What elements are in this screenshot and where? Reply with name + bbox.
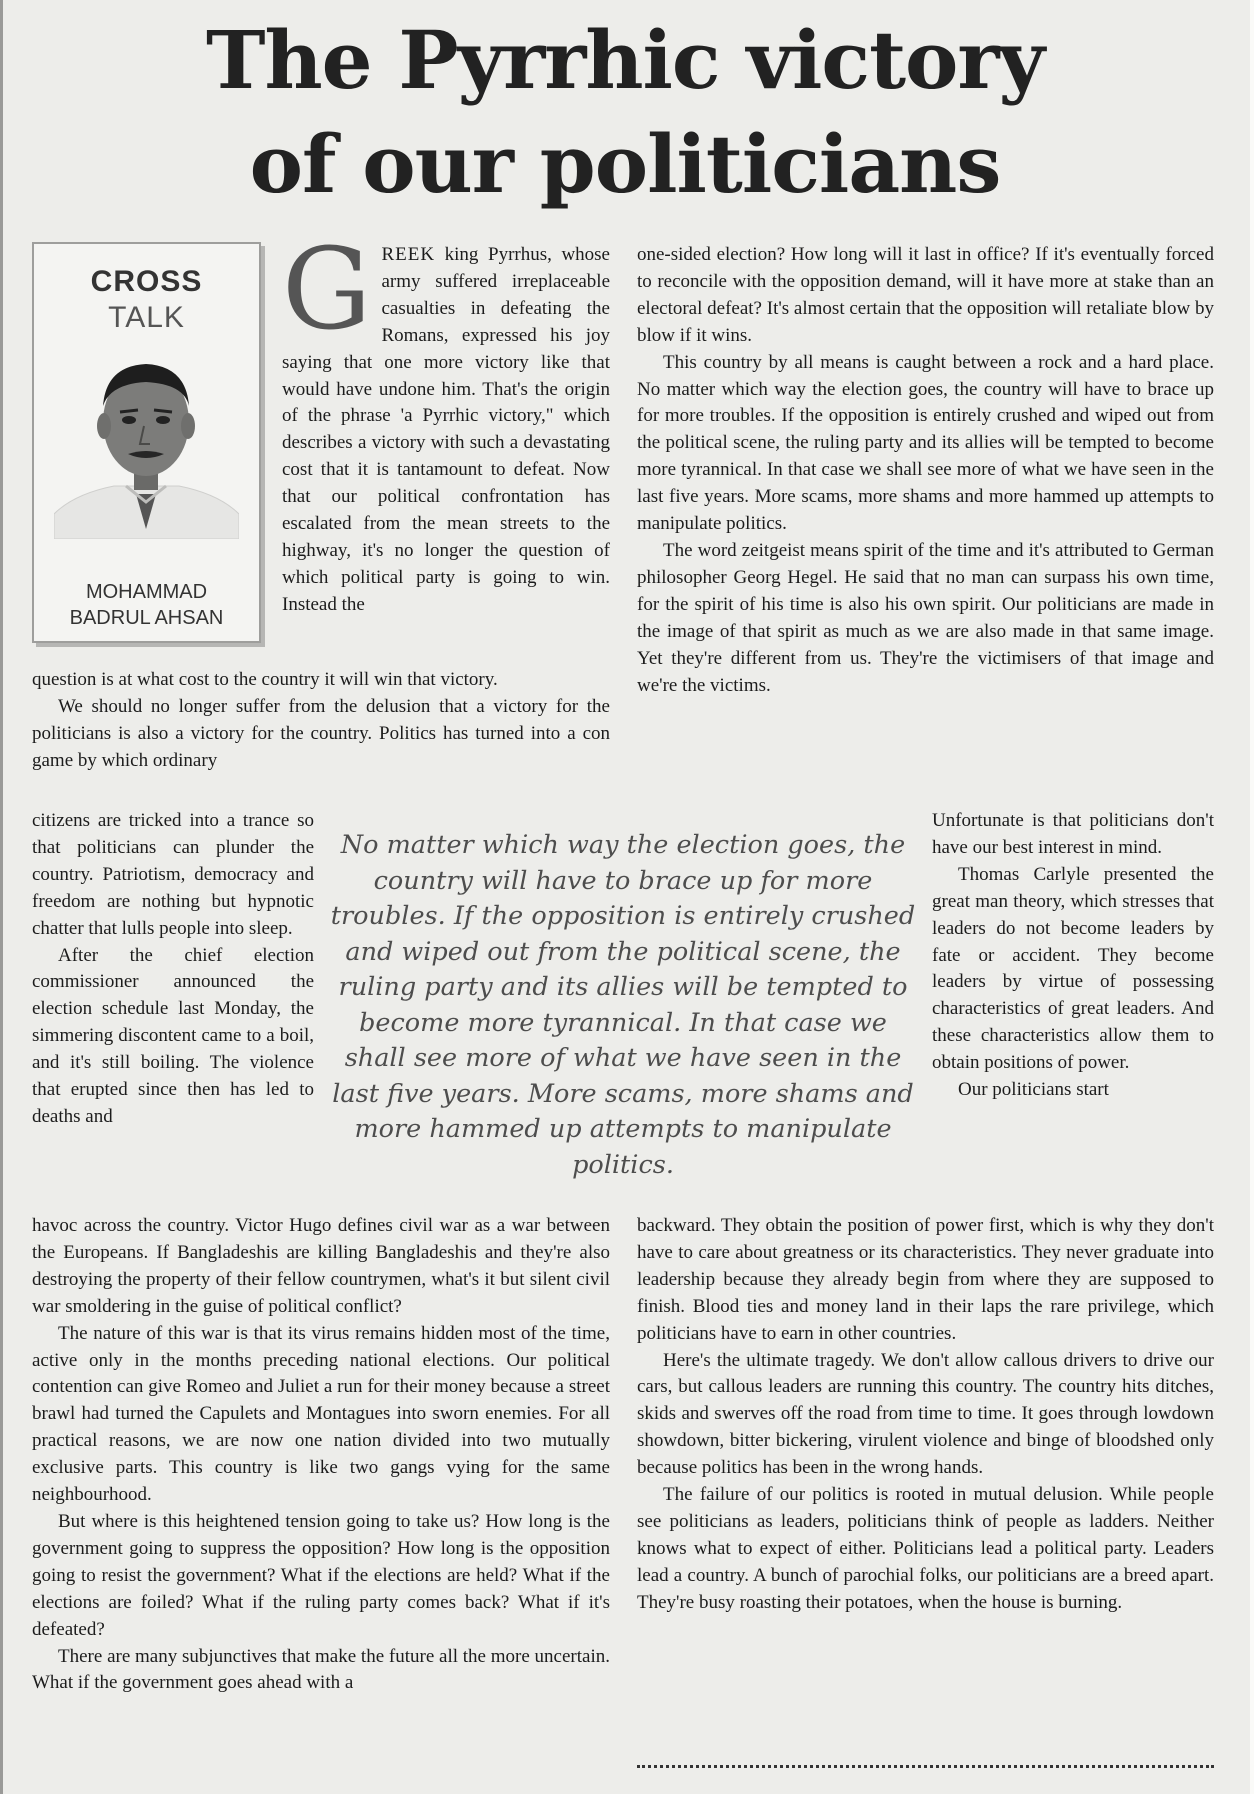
article-column-right-bottom: [637, 1213, 1214, 1753]
dropcap-letter: G: [282, 242, 372, 355]
paragraph: Here's the ultimate tragedy. We don't allow callous drivers to drive our cars, but callous leaders are running this country. The country hits ditches, skids and swerves off the road from time to time. It goes through lowdown showdown, bitter bickering, virulent violence and binge of bloodshed only because politics has been in the wrong hands.: [637, 1349, 1214, 1479]
author-name: [34, 579, 259, 631]
opening-paragraph: [282, 242, 610, 619]
page-edge-right: [1250, 0, 1254, 1794]
column-kicker: [34, 264, 259, 336]
paragraph: We should no longer suffer from the delusion that a victory for the politicians is also a victory for the country. Politics has turned into a con game by which ordinary: [32, 695, 610, 771]
author-name-line-1: MOHAMMAD: [85, 581, 208, 603]
paragraph: Our politicians start: [958, 1079, 1109, 1101]
paragraph: backward. They obtain the position of power first, which is why they don't have to care about greatness or its characteristics. They never graduate into leadership because they already begin from where they are supposed to finish. Blood ties and money land in their laps the rare privilege, which politicians have to earn in other countries.: [637, 1215, 1214, 1344]
paragraph: Thomas Carlyle presented the great man theory, which stresses that leaders do not become leaders by fate or accident. They become leaders by virtue of possessing characteristics of great leaders. And these characteristics allow them to obtain positions of power.: [932, 863, 1214, 1074]
opening-smallcaps: REEK: [381, 244, 436, 265]
byline-box: [32, 242, 261, 643]
paragraph: citizens are tricked into a trance so that politicians can plunder the country. Patriotism, democracy and freedom are nothing but hypnotic chatter that lulls people into sleep.: [32, 810, 314, 939]
pull-quote: No matter which way the election goes, the country will have to brace up for more troubles. If the opposition is entirely crushed and wiped out from the political scene, the ruling party and its allies will be tempted to become more tyrannical. In that case we shall see more of what we have seen in the last five years. More scams, more shams and more hammed up attempts to manipulate politics.: [330, 830, 916, 1180]
headline-line-2: of our politicians: [249, 117, 1001, 211]
paragraph: After the chief election commissioner announced the election schedule last Monday, the simmering discontent came to a boil, and it's still boiling. The violence that erupted since then has led to deaths and: [32, 944, 314, 1127]
author-portrait-image: [54, 344, 239, 539]
paragraph: This country by all means is caught between a rock and a hard place. No matter which way the election goes, the country will have to brace up for more troubles. If the opposition is entirely crushed and wiped out from the political scene, the ruling party and its allies will be tempted to become more tyrannical. In that case we shall see more of what we have seen in the last five years. More scams, more shams and more hammed up attempts to manipulate politics.: [637, 351, 1214, 535]
headline: [40, 8, 1210, 216]
paragraph: The failure of our politics is rooted in mutual delusion. While people see politicians as leaders, politicians think of people as ladders. Neither knows what to expect of either. Politicians lead a political party. Leaders lead a country. A bunch of parochial folks, our politicians are a breed apart. They're busy roasting their potatoes, when the house is burning.: [637, 1484, 1214, 1613]
article-column-right-beside-quote: [932, 808, 1214, 1213]
paragraph: question is at what cost to the country it will win that victory.: [32, 669, 498, 690]
paragraph: havoc across the country. Victor Hugo defines civil war as a war between the Europeans. If Bangladeshis are killing Bangladeshis and they're also destroying the property of their fellow countrymen, what's it but silent civil war smoldering in the guise of political conflict?: [32, 1215, 610, 1317]
opening-text: king Pyrrhus, whose army suffered irreplaceable casualties in defeating the Romans, expressed his joy saying that one more victory like that would have undone him. That's the origin of the phrase 'a Pyrrhic victory," which describes a victory with such a devastating cost that it is tantamount to defeat. Now that our political confrontation has escalated from the mean streets to the highway, it's no longer the question of which political party is going to win. Instead the: [282, 244, 610, 615]
headline-line-1: The Pyrrhic victory: [205, 13, 1045, 107]
article-column-left-beside-quote: [32, 808, 314, 1213]
paragraph: There are many subjunctives that make the future all the more uncertain. What if the government goes ahead with a: [32, 1645, 610, 1694]
kicker-line-1: CROSS: [90, 265, 203, 298]
page-edge-left: [0, 0, 3, 1794]
author-photo: [54, 344, 239, 539]
paragraph: one-sided election? How long will it last in office? If it's eventually forced to reconcile with the opposition demand, will it have more at stake than an electoral defeat? It's almost certain that the opposition will retaliate blow by blow if it wins.: [637, 244, 1214, 346]
author-name-line-2: BADRUL AHSAN: [69, 607, 224, 629]
article-column-left-top: [282, 242, 610, 659]
paragraph: Unfortunate is that politicians don't have our best interest in mind.: [932, 810, 1214, 858]
article-column-left-bottom: [32, 1213, 610, 1775]
paragraph: The nature of this war is that its virus remains hidden most of the time, active only in the months preceding national elections. Our political contention can give Romeo and Juliet a run for their money because a street brawl had turned the Capulets and Montagues into sworn enemies. For all practical reasons, we are now one nation divided into two mutually exclusive parts. This country is like two gangs vying for the same neighbourhood.: [32, 1322, 610, 1506]
paragraph: The word zeitgeist means spirit of the time and it's attributed to German philosopher Georg Hegel. He said that no man can surpass his own time, for the spirit of his time is also his own spirit. Our politicians are made in the image of that spirit as much as we are also made in that same image. Yet they're different from us. They're the victimisers of that image and we're the victims.: [637, 539, 1214, 696]
paragraph: But where is this heightened tension going to take us? How long is the government going to suppress the opposition? How long is the opposition going to resist the government? What if the elections are held? What if the elections are foiled? What if the ruling party comes back? What if it's defeated?: [32, 1510, 610, 1640]
kicker-line-2: TALK: [108, 301, 185, 334]
article-column-right-top: [637, 242, 1214, 808]
end-of-article-rule: [637, 1765, 1214, 1768]
article-column-left-mid: [32, 667, 610, 809]
